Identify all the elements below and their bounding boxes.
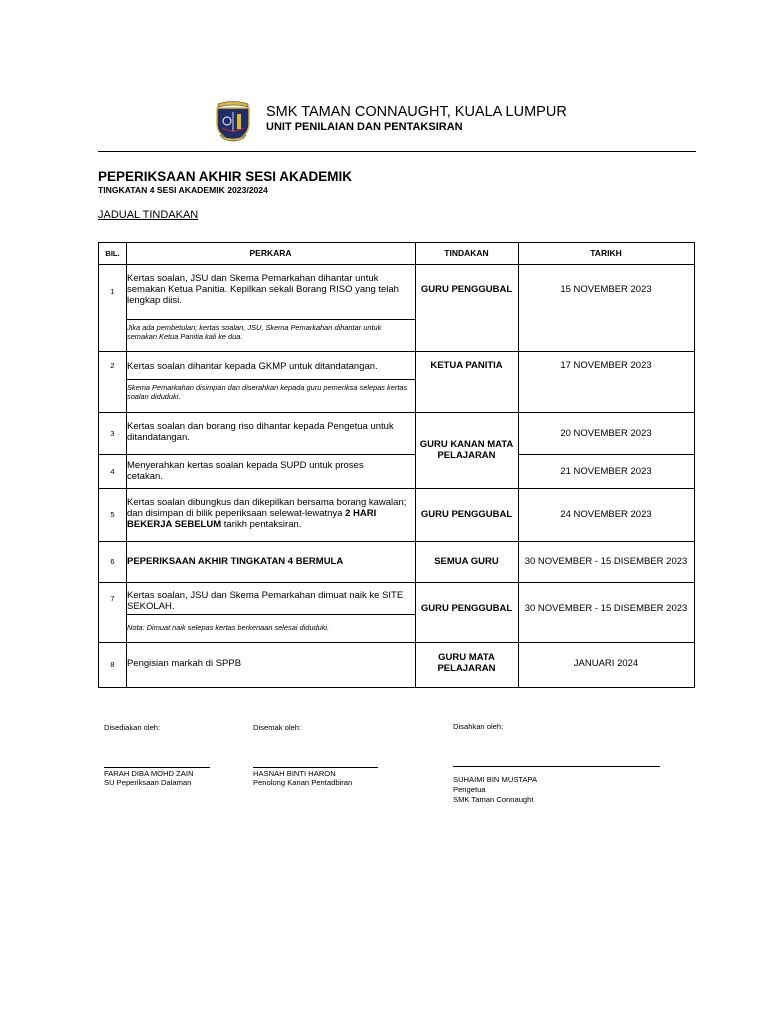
school-crest-logo — [208, 98, 258, 144]
row-task: Kertas soalan dan borang riso dihantar kepada Pengetua untuk ditandatangan. — [127, 421, 394, 443]
signature-line — [104, 767, 210, 768]
row-number: 5 — [110, 510, 115, 519]
row-action: GURU PENGGUBAL — [420, 509, 513, 520]
signature-line — [253, 767, 378, 768]
approved-by-org: SMK Taman Connaught — [453, 795, 534, 804]
checked-by-label: Disemak oleh: — [253, 723, 302, 732]
prepared-by-label: Disediakan oleh: — [104, 723, 161, 732]
header-perkara: PERKARA — [249, 248, 292, 258]
row-task-emphasis: 2 HARI BEKERJA SEBELUM — [127, 508, 377, 530]
row-note: Nota: Dimuat naik selepas kertas berkenaan selesai diduduki. — [127, 623, 330, 632]
row-task: Pengisian markah di SPPB — [127, 658, 242, 669]
row-date: 30 NOVEMBER - 15 DISEMBER 2023 — [524, 556, 688, 567]
schedule-title: JADUAL TINDAKAN — [98, 209, 199, 221]
exam-title: PEPERIKSAAN AKHIR SESI AKADEMIK — [98, 169, 353, 184]
row-number: 2 — [110, 361, 115, 370]
row-task: Kertas soalan, JSU dan Skema Pemarkahan dimuat naik ke SITE SEKOLAH. — [127, 590, 404, 612]
checked-by-name: HASNAH BINTI HARON — [253, 769, 336, 778]
prepared-by-title: SU Peperiksaan Dalaman — [104, 778, 192, 787]
row-action: GURU MATA PELAJARAN — [437, 652, 496, 674]
row-task: PEPERIKSAAN AKHIR TINGKATAN 4 BERMULA — [127, 556, 344, 567]
approved-by-label: Disahkan oleh: — [453, 722, 504, 731]
row-date: 20 NOVEMBER 2023 — [560, 427, 652, 439]
note-divider — [126, 614, 415, 615]
row-number: 7 — [110, 593, 115, 603]
row-number: 3 — [110, 428, 115, 438]
row-divider — [99, 454, 415, 455]
row-number: 1 — [110, 287, 115, 296]
row-task: Kertas soalan dihantar kepada GKMP untuk ditandatangan. — [127, 361, 378, 372]
row-date: JANUARI 2024 — [573, 657, 639, 669]
approved-by-name: SUHAIMI BIN MUSTAPA — [453, 775, 538, 784]
letterhead — [208, 98, 567, 146]
signature-line — [453, 766, 660, 767]
row-task — [127, 497, 411, 530]
row-date: 17 NOVEMBER 2023 — [560, 360, 652, 371]
row-task-part: tarikh pentaksiran. — [221, 519, 302, 530]
row-task-part: Kertas soalan dibungkus dan dikepilkan bersama borang kawalan; dan disimpan di bilik peperiksaan selewat-lewatnya — [127, 497, 407, 519]
row-action: SEMUA GURU — [434, 556, 499, 567]
row-action: GURU PENGGUBAL — [420, 283, 513, 295]
row-date: 30 NOVEMBER - 15 DISEMBER 2023 — [524, 603, 688, 614]
row-action: KETUA PANITIA — [430, 360, 503, 371]
header-tindakan: TINDAKAN — [444, 248, 489, 258]
checked-by-title: Penolong Kanan Pentadbiran — [253, 778, 353, 787]
row-number: 8 — [110, 660, 115, 669]
row-task: Kertas soalan, JSU dan Skema Pemarkahan dihantar untuk semakan Ketua Panitia. Kepilkan sekali Borang RISO yang telah lengkap diisi. — [127, 273, 399, 306]
row-date: 24 NOVEMBER 2023 — [560, 509, 652, 520]
header-tarikh: TARIKH — [590, 248, 622, 258]
note-divider — [126, 379, 415, 380]
approved-by-title: Pengetua — [453, 785, 486, 794]
row-note: Skema Pemarkahan disimpan dan diserahkan kepada guru pemeriksa selepas kertas soalan diduduki. — [127, 383, 408, 401]
row-task: Menyerahkan kertas soalan kepada SUPD untuk proses cetakan. — [127, 460, 364, 482]
row-note: Jika ada pembetulan; kertas soalan, JSU, Skema Pemarkahan dihantar untuk semakan Ketua Panitia kali ke dua. — [127, 323, 382, 341]
exam-subtitle: TINGKATAN 4 SESI AKADEMIK 2023/2024 — [98, 185, 268, 195]
school-name: SMK TAMAN CONNAUGHT, KUALA LUMPUR — [266, 104, 567, 120]
note-divider — [126, 319, 415, 320]
row-action: GURU KANAN MATA PELAJARAN — [419, 439, 514, 461]
unit-name: UNIT PENILAIAN DAN PENTAKSIRAN — [266, 121, 463, 133]
row-number: 4 — [110, 466, 115, 476]
row-number: 6 — [110, 557, 115, 566]
header-divider — [98, 151, 696, 152]
row-action: GURU PENGGUBAL — [420, 603, 513, 614]
row-date: 21 NOVEMBER 2023 — [560, 465, 652, 477]
header-bil: BIL. — [105, 249, 120, 258]
prepared-by-name: FARAH DIBA MOHD ZAIN — [104, 769, 194, 778]
row-date: 15 NOVEMBER 2023 — [560, 283, 652, 295]
action-schedule-table — [98, 242, 695, 688]
